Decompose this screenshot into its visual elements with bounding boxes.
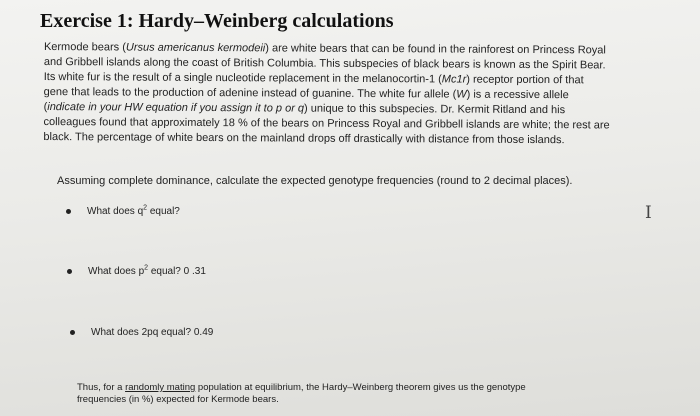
randomly-mating-link[interactable]: randomly mating [125,382,196,393]
intro-line: black. The percentage of white bears on the mainland drops off drastically with distance from those islands. [43,130,565,147]
intro-line: and Gribbell islands along the coast of British Columbia. This subspecies of black bears is known as the Spirit Bear. [43,55,606,72]
answer-2pq[interactable]: 0.49 [191,327,214,338]
intro-line: Its white fur is the result of a single nucleotide replacement in the melanocortin-1 (Mc1r) receptor portion of that [43,70,584,87]
intro-line: gene that leads to the production of adenine instead of guanine. The white fur allele (W) is a recessive allele [43,85,569,102]
intro-line: colleagues found that approximately 18 % of the bears on Princess Royal and Gribbell islands are white; the rest are [43,115,610,132]
answer-p-squared[interactable]: 0 .31 [180,266,206,277]
conclusion-paragraph: Thus, for a randomly mating population at equilibrium, the Hardy–Weinberg theorem gives us the genotype frequencies (in %) expected for Kermode bears. [77,382,526,405]
intro-line: Kermode bears (Ursus americanus kermodeii) are white bears that can be found in the rainforest on Princess Royal [43,40,606,57]
bullet-icon [70,330,75,335]
question-q-squared: What does $q^2$ equal? [66,206,180,217]
intro-line: (indicate in your HW equation if you assign it to p or q) unique to this subspecies. Dr. Kermit Ritland and his [43,100,566,117]
bullet-icon [66,209,71,214]
question-2pq: What does 2pq equal? 0.49 [70,327,213,338]
text-cursor-icon: I [645,203,652,223]
question-instructions: Assuming complete dominance, calculate the expected genotype frequencies (round to 2 decimal places). [57,175,573,187]
question-p-squared: What does $p^2$ equal? 0 .31 [67,266,206,277]
bullet-icon [67,269,72,274]
intro-paragraph [43,40,684,149]
page-title: Exercise 1: Hardy–Weinberg calculations [40,10,394,32]
